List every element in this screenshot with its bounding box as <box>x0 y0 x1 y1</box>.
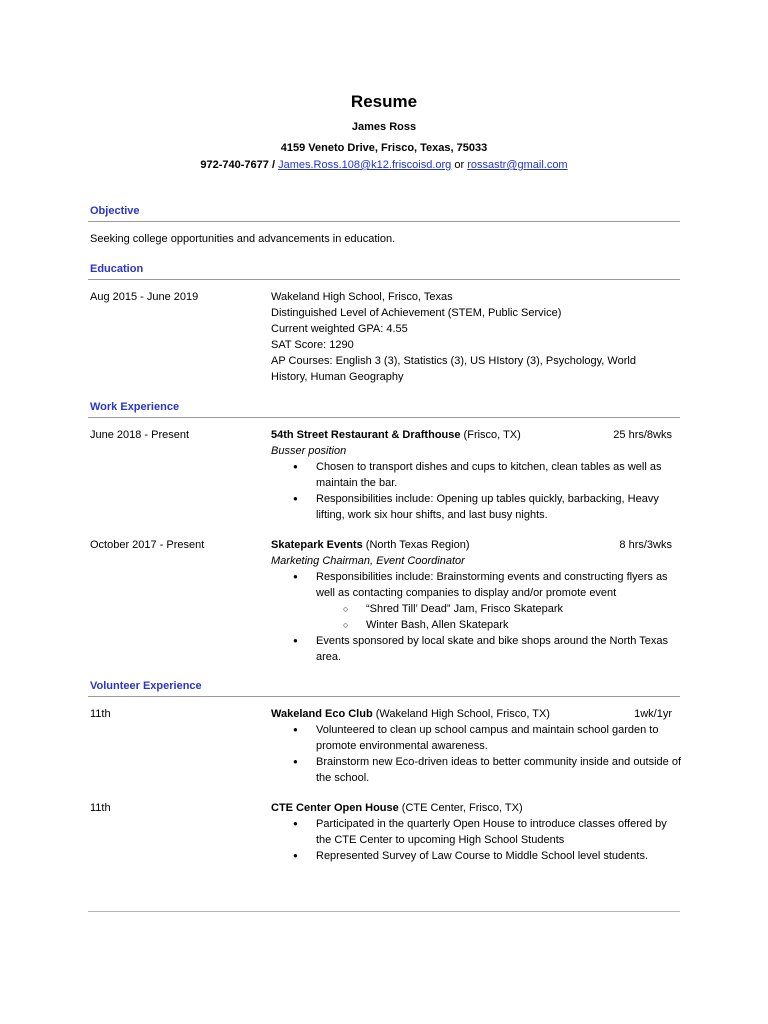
employer-name: Skatepark Events <box>271 539 363 551</box>
job-role: Marketing Chairman, Event Coordinator <box>271 555 465 567</box>
work-heading: Work Experience <box>90 401 180 413</box>
education-details <box>271 289 671 385</box>
job-bullet: ● Events sponsored by local skate and bike shops around the North Texas area. <box>291 633 683 665</box>
volunteer-grade: 11th <box>90 708 111 720</box>
education-line: AP Courses: English 3 (3), Statistics (3), US HIstory (3), Psychology, World <box>271 355 636 367</box>
volunteer-bullet: ● Represented Survey of Law Course to Middle School level students. <box>291 848 683 864</box>
objective-heading: Objective <box>90 205 140 217</box>
school-email-link[interactable]: James.Ross.108@k12.friscoisd.org <box>278 159 452 171</box>
document-title: Resume <box>350 92 418 111</box>
job-hours: 25 hrs/8wks <box>613 429 672 441</box>
contact-line <box>0 159 768 171</box>
job-hours: 8 hrs/3wks <box>619 539 672 551</box>
volunteer-hours: 1wk/1yr <box>634 708 672 720</box>
volunteer-org <box>271 706 550 722</box>
org-name: Wakeland Eco Club <box>271 708 373 720</box>
org-name: CTE Center Open House <box>271 802 399 814</box>
volunteer-bullet: ● Volunteered to clean up school campus and maintain school garden to promote environmental awareness. <box>291 722 683 754</box>
job-bullet-text: Responsibilities include: Brainstorming events and constructing flyers as well as contacting companies to display and/or promote event <box>316 571 668 599</box>
volunteer-bullet: ● Brainstorm new Eco-driven ideas to better community inside and outside of the school. <box>291 754 683 786</box>
education-divider <box>88 279 680 280</box>
employer-location: (North Texas Region) <box>362 539 470 551</box>
event-sub-item: ○ Winter Bash, Allen Skatepark <box>316 617 683 633</box>
job-bullet-list <box>291 569 683 665</box>
volunteer-heading: Volunteer Experience <box>90 680 202 692</box>
footer-divider <box>88 911 680 912</box>
job-dates: June 2018 - Present <box>90 429 190 441</box>
employer-name: 54th Street Restaurant & Drafthouse <box>271 429 461 441</box>
volunteer-bullet: ● Participated in the quarterly Open House to introduce classes offered by the CTE Center to upcoming High School Students <box>291 816 683 848</box>
education-line: Distinguished Level of Achievement (STEM, Public Service) <box>271 307 562 319</box>
job-bullet: ● Responsibilities include: Opening up tables quickly, barbacking, Heavy lifting, work six hour shifts, and last busy nights. <box>291 491 683 523</box>
volunteer-grade: 11th <box>90 802 111 814</box>
event-sub-item: ○ “Shred Till’ Dead” Jam, Frisco Skatepark <box>316 601 683 617</box>
org-location: (CTE Center, Frisco, TX) <box>398 802 523 814</box>
education-dates: Aug 2015 - June 2019 <box>90 291 199 303</box>
volunteer-bullet-list <box>291 816 683 864</box>
phone-number: 972-740-7677 <box>200 159 269 171</box>
job-employer <box>271 427 521 443</box>
applicant-name: James Ross <box>351 121 417 133</box>
employer-location: (Frisco, TX) <box>460 429 521 441</box>
job-bullet-list <box>291 459 683 523</box>
job-bullet: ● Chosen to transport dishes and cups to kitchen, clean tables as well as maintain the bar. <box>291 459 683 491</box>
education-line: SAT Score: 1290 <box>271 339 354 351</box>
objective-text: Seeking college opportunities and advancements in education. <box>90 233 396 245</box>
job-employer <box>271 537 470 553</box>
personal-email-link[interactable]: rossastr@gmail.com <box>467 159 568 171</box>
contact-separator: / <box>271 159 276 171</box>
education-line: Current weighted GPA: 4.55 <box>271 323 408 335</box>
work-divider <box>88 417 680 418</box>
job-dates: October 2017 - Present <box>90 539 205 551</box>
volunteer-org <box>271 800 523 816</box>
objective-divider <box>88 221 680 222</box>
education-heading: Education <box>90 263 144 275</box>
education-line: Wakeland High School, Frisco, Texas <box>271 291 453 303</box>
education-line: History, Human Geography <box>271 371 404 383</box>
volunteer-bullet-list <box>291 722 683 786</box>
job-role: Busser position <box>271 445 347 457</box>
volunteer-divider <box>88 696 680 697</box>
applicant-address: 4159 Veneto Drive, Frisco, Texas, 75033 <box>280 142 488 154</box>
or-text: or <box>454 159 465 171</box>
job-bullet <box>291 569 683 633</box>
event-sub-list <box>316 601 683 633</box>
org-location: (Wakeland High School, Frisco, TX) <box>372 708 550 720</box>
